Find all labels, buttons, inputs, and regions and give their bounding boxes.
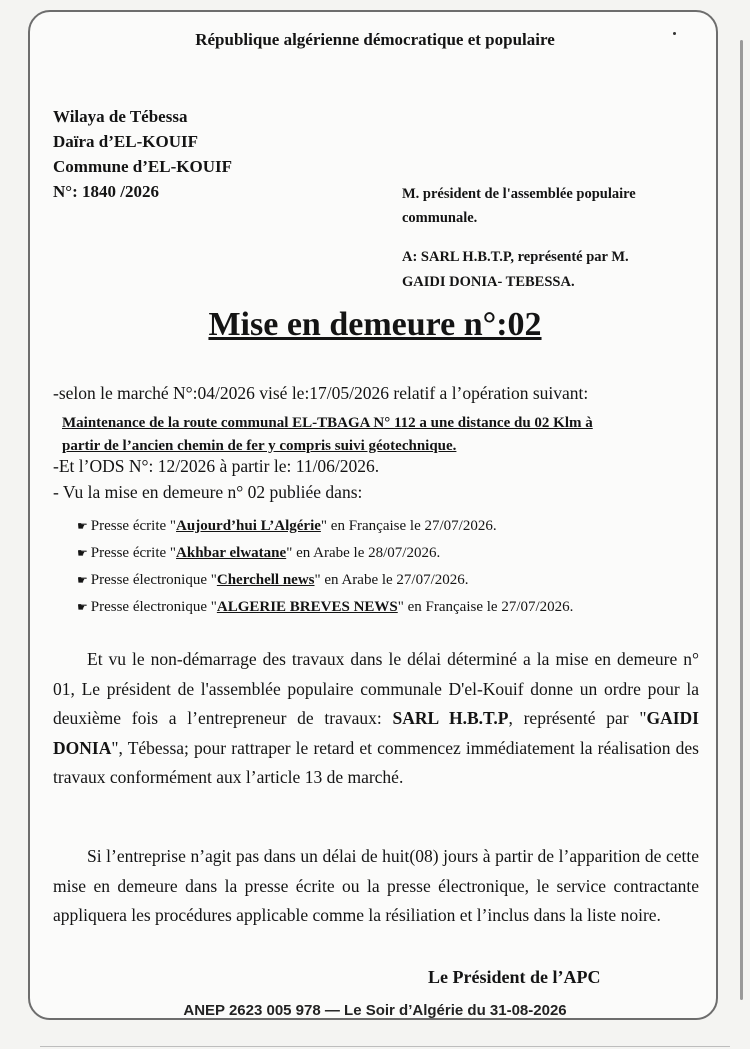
publication-item: ☛ Presse écrite "Akhbar elwatane" en Arabe le 28/07/2026. [77, 545, 441, 561]
company-name: SARL H.B.T.P [392, 708, 509, 728]
bottom-rule [40, 1046, 730, 1047]
signature-line: Le Président de l’APC [428, 967, 601, 987]
reference-number [53, 179, 159, 204]
recipient-line-1: M. président de l'assemblée populaire [402, 186, 636, 202]
pointing-hand-icon: ☛ [77, 519, 88, 533]
operation-text-2: partir de l’ancien chemin de fer y compris suivi géotechnique. [62, 438, 457, 454]
order-paragraph: Et vu le non-démarrage des travaux dans le délai déterminé a la mise en demeure n° 01, Le président de l'assemblée populaire communale D'el-Kouif donne un ordre pour la deuxième fois a l’entrepreneur de travaux: SARL H.B.T.P, représenté par "GAIDI DONIA", Tébessa; pour rattraper le retard et commencez immédiatement la réalisation des travaux conformément aux l’article 13 de marché. [53, 649, 699, 787]
pointing-hand-icon: ☛ [77, 573, 88, 587]
wilaya-line: Wilaya de Tébessa [53, 107, 188, 126]
publication-name: Aujourd’hui L’Algérie [176, 518, 321, 534]
publication-item: ☛ Presse électronique "ALGERIE BREVES NEWS" en Française le 27/07/2026. [77, 599, 574, 615]
operation-line-2 [62, 434, 456, 455]
pointing-hand-icon: ☛ [77, 546, 88, 560]
operation-text-1: Maintenance de la route communal EL-TBAGA N° 112 a une distance du 02 Klm à [62, 415, 593, 431]
number-label: N°: [53, 182, 78, 201]
adjacent-page-edge [740, 40, 743, 1000]
daira-line: Daïra d’EL-KOUIF [53, 132, 198, 151]
vu-line: - Vu la mise en demeure n° 02 publiée dans: [53, 482, 363, 502]
publication-name: ALGERIE BREVES NEWS [216, 599, 398, 615]
publication-item: ☛ Presse électronique "Cherchell news" en Arabe le 27/07/2026. [77, 572, 469, 588]
recipient-line-2: communale. [402, 210, 478, 226]
ods-line: -Et l’ODS N°: 12/2026 à partir le: 11/06/2026. [53, 456, 380, 476]
commune-line: Commune d’EL-KOUIF [53, 157, 232, 176]
recipient-line-3: A: SARL H.B.T.P, représenté par M. [402, 249, 629, 265]
document-title: Mise en demeure n°:02 [208, 306, 542, 343]
warning-paragraph: Si l’entreprise n’agit pas dans un délai de huit(08) jours à partir de l’apparition de cette mise en demeure dans la presse écrite ou la presse électronique, le service contractante appliquera les procédures applicable comme la résiliation et l’inclus dans la liste noire. [53, 846, 699, 925]
publication-name: Cherchell news [216, 572, 315, 588]
publication-name: Akhbar elwatane [176, 545, 287, 561]
recipient-line-4: GAIDI DONIA- TEBESSA. [402, 274, 575, 290]
representative-name: GAIDI DONIA [53, 708, 699, 758]
pointing-hand-icon: ☛ [77, 600, 88, 614]
footer-reference: ANEP 2623 005 978 — Le Soir d’Algérie du 31-08-2026 [183, 1002, 567, 1019]
republic-header: République algérienne démocratique et populaire [195, 30, 555, 49]
number-value: 1840 /2026 [82, 182, 159, 201]
operation-line-1 [62, 411, 593, 432]
market-reference-line: -selon le marché N°:04/2026 visé le:17/05/2026 relatif a l’opération suivant: [53, 383, 589, 403]
publication-item: ☛ Presse écrite "Aujourd’hui L’Algérie" en Française le 27/07/2026. [77, 518, 497, 534]
